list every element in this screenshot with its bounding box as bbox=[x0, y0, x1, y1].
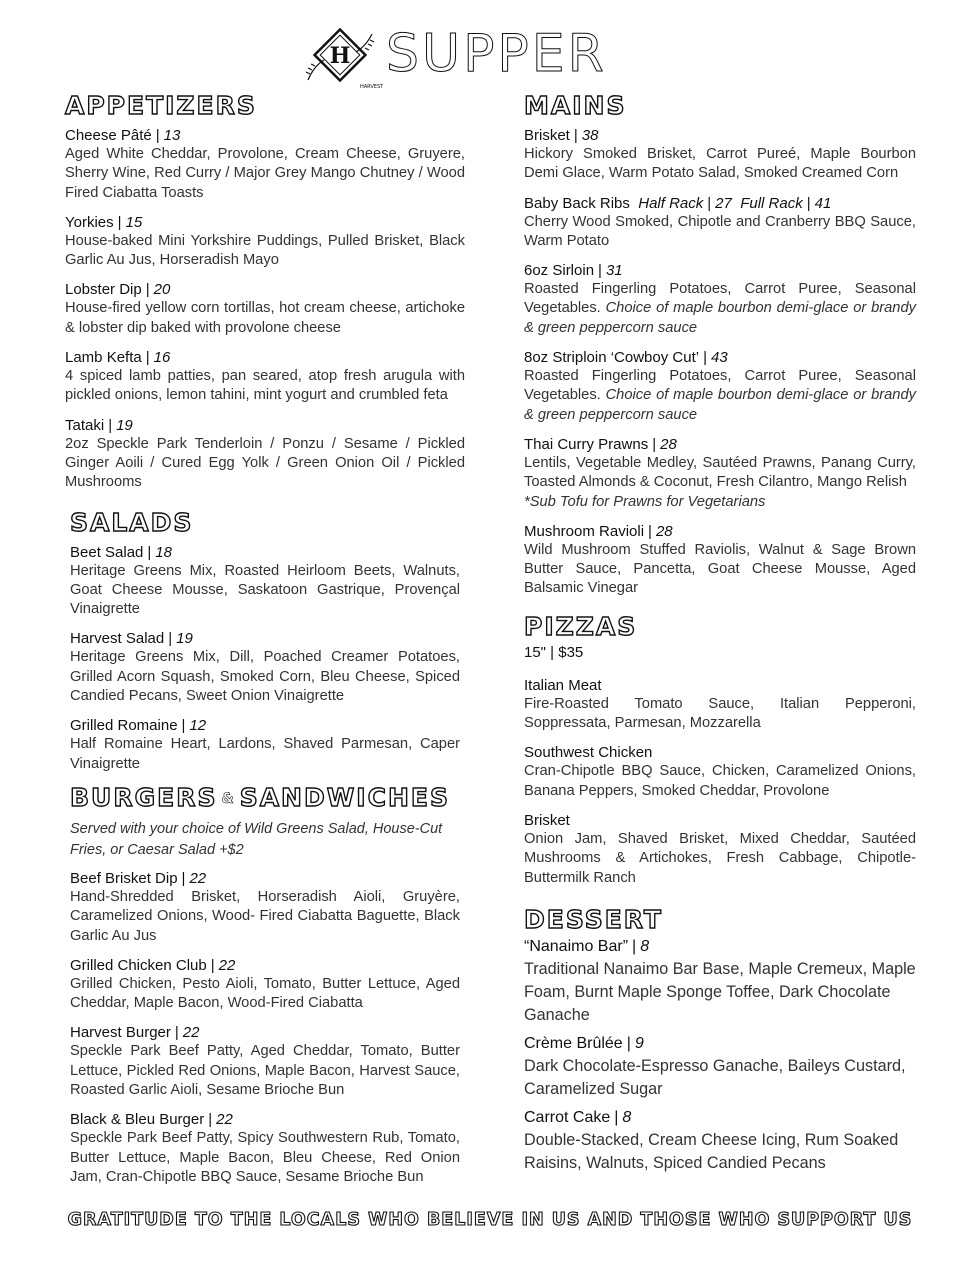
item-name: Lamb Kefta bbox=[65, 349, 142, 367]
item-desc: Hickory Smoked Brisket, Carrot Pureé, Maple Bourbon Demi Glace, Warm Potato Salad, Smoked Creamed Corn bbox=[524, 146, 916, 182]
item-name: “Nanaimo Bar” bbox=[524, 937, 629, 955]
item-desc-italic bbox=[524, 493, 916, 512]
item-desc: Speckle Park Beef Patty, Aged Cheddar, Tomato, Butter Lettuce, Pickled Red Onions, Maple Bacon, Harvest Sauce, Roasted Garlic Aioli, Sesame Brioche Bun bbox=[70, 1043, 460, 1099]
item-name: Crème Brûlée bbox=[524, 1034, 623, 1052]
item-desc: Wild Mushroom Stuffed Raviolis, Walnut & Sage Brown Butter Sauce, Pancetta, Goat Cheese Mousse, Aged Balsamic Vinegar bbox=[524, 541, 916, 597]
burgers-title bbox=[70, 784, 460, 813]
appetizers-title: APPETIZERS bbox=[65, 91, 257, 120]
item-name: Beet Salad bbox=[70, 543, 144, 561]
menu-item: Grilled Romaine | 12 Half Romaine Heart, Lardons, Shaved Parmesan, Caper Vinaigrette bbox=[70, 716, 460, 774]
item-desc: Traditional Nanaimo Bar Base, Maple Cremeux, Maple Foam, Burnt Maple Sponge Toffee, Dark Chocolate Ganache bbox=[524, 959, 916, 1024]
harvest-logo-icon bbox=[302, 26, 384, 96]
pizzas-section bbox=[524, 613, 916, 888]
footer-tagline: GRATITUDE TO THE LOCALS WHO BELIEVE IN US AND THOSE WHO SUPPORT US bbox=[67, 1210, 913, 1230]
item-desc: Cran-Chipotle BBQ Sauce, Chicken, Caramelized Onions, Banana Peppers, Smoked Cheddar, Provolone bbox=[524, 763, 916, 799]
pizzas-title: PIZZAS bbox=[524, 611, 638, 641]
menu-item: 6oz Sirloin | 31 Roasted Fingerling Potatoes, Carrot Puree, Seasonal Vegetables. Choice of maple bourbon demi-glace or brandy & green peppercorn sauce bbox=[524, 261, 916, 338]
item-name: Cheese Pâté bbox=[65, 127, 152, 144]
item-price: 38 bbox=[581, 127, 599, 144]
item-name: Black & Bleu Burger bbox=[70, 1111, 205, 1129]
mains-title: MAINS bbox=[524, 91, 627, 120]
menu-item: Lobster Dip | 20 House-fired yellow corn tortillas, hot cream cheese, artichoke & lobster dip baked with provolone cheese bbox=[65, 280, 465, 338]
left-column bbox=[65, 92, 465, 1197]
item-price: 8 bbox=[622, 1108, 632, 1126]
vegetarian-note: *Sub Tofu for Prawns for Vegetarians bbox=[524, 493, 766, 510]
item-price: 13 bbox=[163, 127, 181, 144]
half-rack-price: 27 bbox=[715, 194, 732, 212]
item-desc-text: Roasted Fingerling Potatoes, Carrot Puree, Seasonal Vegetables. bbox=[524, 368, 916, 404]
item-desc: Dark Chocolate-Espresso Ganache, Baileys Custard, Caramelized Sugar bbox=[524, 1056, 906, 1098]
item-name: 6oz Sirloin bbox=[524, 262, 595, 280]
menu-item bbox=[524, 743, 916, 801]
item-name: Southwest Chicken bbox=[524, 744, 653, 762]
menu-item: 8oz Striploin ‘Cowboy Cut’ | 43 Roasted Fingerling Potatoes, Carrot Puree, Seasonal Vegetables. Choice of maple bourbon demi-glace or brandy & green peppercorn sauce bbox=[524, 348, 916, 425]
pizza-size-price: 15" | $35 bbox=[524, 643, 584, 661]
item-desc: House-fired yellow corn tortillas, hot cream cheese, artichoke & lobster dip baked with provolone cheese bbox=[65, 300, 465, 336]
menu-item: Cheese Pâté | 13 Aged White Cheddar, Provolone, Cream Cheese, Gruyere, Sherry Wine, Red Curry / Major Grey Mango Chutney / Wood Fired Ciabatta Toasts bbox=[65, 126, 465, 203]
item-desc: 2oz Speckle Park Tenderloin / Ponzu / Sesame / Pickled Ginger Aoili / Cured Egg Yolk / Green Onion Oil / Pickled Mushrooms bbox=[65, 435, 465, 491]
menu-item bbox=[524, 676, 916, 734]
item-price: 16 bbox=[153, 349, 171, 367]
menu-item: Harvest Burger | 22 Speckle Park Beef Patty, Aged Cheddar, Tomato, Butter Lettuce, Pickled Red Onions, Maple Bacon, Harvest Sauce, Roasted Garlic Aioli, Sesame Brioche Bun bbox=[70, 1023, 460, 1100]
item-name: Mushroom Ravioli bbox=[524, 522, 645, 540]
item-desc: Lentils, Vegetable Medley, Sautéed Prawns, Panang Curry, Toasted Almonds & Coconut, Fresh Cilantro, Mango Relish bbox=[524, 454, 916, 491]
menu-item: Beef Brisket Dip | 22 Hand-Shredded Brisket, Horseradish Aioli, Gruyère, Caramelized Onions, Wood- Fired Ciabatta Baguette, Black Garlic Au Jus bbox=[70, 869, 460, 946]
page-title: SUPPER bbox=[386, 24, 607, 84]
item-desc: Hand-Shredded Brisket, Horseradish Aioli, Gruyère, Caramelized Onions, Wood- Fired Ciabatta Baguette, Black Garlic Au Jus bbox=[70, 888, 460, 944]
item-name: Beef Brisket Dip bbox=[70, 869, 178, 887]
item-price: 18 bbox=[155, 543, 172, 561]
item-price: 22 bbox=[216, 1111, 233, 1129]
full-rack-price: 41 bbox=[814, 194, 832, 212]
item-desc: 4 spiced lamb patties, pan seared, atop fresh arugula with pickled onions, lemon tahini, mint yogurt and crumbled feta bbox=[65, 368, 465, 404]
item-name: Grilled Chicken Club bbox=[70, 956, 207, 974]
item-desc bbox=[524, 367, 916, 425]
mains-section bbox=[524, 92, 916, 599]
menu-item: Brisket | 38 Hickory Smoked Brisket, Carrot Pureé, Maple Bourbon Demi Glace, Warm Potato Salad, Smoked Creamed Corn bbox=[524, 126, 916, 184]
item-price: 22 bbox=[182, 1024, 200, 1042]
item-desc bbox=[524, 280, 916, 338]
item-name: Thai Curry Prawns bbox=[524, 435, 649, 453]
item-price: 9 bbox=[634, 1034, 644, 1052]
item-name: Brisket bbox=[524, 127, 570, 144]
menu-item: Yorkies | 15 House-baked Mini Yorkshire Puddings, Pulled Brisket, Black Garlic Au Jus, Horseradish Mayo bbox=[65, 213, 465, 271]
item-price: 22 bbox=[189, 869, 207, 887]
item-price: 28 bbox=[660, 435, 677, 453]
item-name: Lobster Dip bbox=[65, 281, 142, 299]
burgers-title-a: BURGERS bbox=[70, 782, 218, 812]
item-desc: Heritage Greens Mix, Dill, Poached Creamer Potatoes, Grilled Acorn Squash, Smoked Corn, Bleu Cheese, Spiced Candied Pecans, Sweet Onion Vinaigrette bbox=[70, 649, 460, 705]
item-desc: Speckle Park Beef Patty, Spicy Southwestern Rub, Tomato, Butter Lettuce, Maple Bacon, Bleu Cheese, Red Onion Jam, Cran-Chipotle BBQ Sauce, Sesame Brioche Bun bbox=[70, 1130, 460, 1185]
salads-title: SALADS bbox=[70, 507, 194, 537]
burgers-title-amp: & bbox=[221, 790, 236, 807]
item-price: 20 bbox=[153, 281, 171, 299]
menu-item: Harvest Salad | 19 Heritage Greens Mix, Dill, Poached Creamer Potatoes, Grilled Acorn Squash, Smoked Corn, Bleu Cheese, Spiced Candied Pecans, Sweet Onion Vinaigrette bbox=[70, 629, 460, 706]
item-name: Harvest Burger bbox=[70, 1024, 171, 1042]
item-name: Harvest Salad bbox=[70, 630, 165, 648]
item-name: Brisket bbox=[524, 811, 570, 829]
item-desc: Heritage Greens Mix, Roasted Heirloom Beets, Walnuts, Goat Cheese Mousse, Saskatoon Gastrique, Provençal Vinaigrette bbox=[70, 562, 460, 618]
full-rack-label: Full Rack bbox=[740, 194, 803, 212]
item-desc: Half Romaine Heart, Lardons, Shaved Parmesan, Caper Vinaigrette bbox=[70, 736, 460, 772]
menu-item: “Nanaimo Bar” | 8 Traditional Nanaimo Bar Base, Maple Cremeux, Maple Foam, Burnt Maple Sponge Toffee, Dark Chocolate Ganache bbox=[524, 936, 916, 1027]
logo-text: HARVEST bbox=[360, 84, 384, 90]
menu-item: Carrot Cake | 8 Double-Stacked, Cream Cheese Icing, Rum Soaked Raisins, Walnuts, Spiced Candied Pecans bbox=[524, 1107, 916, 1175]
item-price: 28 bbox=[655, 522, 673, 540]
item-name: Carrot Cake bbox=[524, 1108, 611, 1126]
item-price: 15 bbox=[125, 213, 143, 231]
menu-header bbox=[0, 20, 980, 94]
item-desc: House-baked Mini Yorkshire Puddings, Pulled Brisket, Black Garlic Au Jus, Horseradish Mayo bbox=[65, 232, 465, 269]
item-name: Yorkies bbox=[65, 213, 114, 231]
burgers-title-b: SANDWICHES bbox=[239, 782, 450, 812]
menu-item: Beet Salad | 18 Heritage Greens Mix, Roasted Heirloom Beets, Walnuts, Goat Cheese Mousse, Saskatoon Gastrique, Provençal Vinaigrette bbox=[70, 543, 460, 620]
salads-section bbox=[65, 509, 460, 774]
item-price: 22 bbox=[218, 956, 236, 974]
dessert-section bbox=[524, 906, 916, 1175]
menu-item: Mushroom Ravioli | 28 Wild Mushroom Stuffed Raviolis, Walnut & Sage Brown Butter Sauce, Pancetta, Goat Cheese Mousse, Aged Balsamic Vinegar bbox=[524, 522, 916, 599]
item-price: 43 bbox=[710, 349, 728, 367]
item-name: 8oz Striploin ‘Cowboy Cut’ bbox=[524, 349, 700, 367]
item-desc: Aged White Cheddar, Provolone, Cream Cheese, Gruyere, Sherry Wine, Red Curry / Major Grey Mango Chutney / Wood Fired Ciabatta Toasts bbox=[65, 146, 465, 201]
item-name: Baby Back Ribs bbox=[524, 194, 630, 212]
menu-item: Crème Brûlée | 9 Dark Chocolate-Espresso Ganache, Baileys Custard, Caramelized Sugar bbox=[524, 1033, 916, 1101]
item-price: 19 bbox=[116, 416, 133, 434]
item-price: 19 bbox=[176, 630, 193, 648]
item-name: Italian Meat bbox=[524, 676, 602, 694]
menu-item: Baby Back Ribs Half Rack | 27 Full Rack | 41 Cherry Wood Smoked, Chipotle and Cranberry BBQ Sauce, Warm Potato bbox=[524, 194, 916, 252]
item-desc: Fire-Roasted Tomato Sauce, Italian Pepperoni, Soppressata, Parmesan, Mozzarella bbox=[524, 695, 916, 732]
menu-item bbox=[524, 811, 916, 888]
item-name: Tataki bbox=[65, 416, 105, 434]
item-desc-italic: Choice of maple bourbon demi-glace or brandy & green peppercorn sauce bbox=[524, 300, 916, 336]
menu-item: Tataki | 19 2oz Speckle Park Tenderloin / Ponzu / Sesame / Pickled Ginger Aoili / Cured Egg Yolk / Green Onion Oil / Pickled Mushrooms bbox=[65, 416, 465, 493]
item-name: Grilled Romaine bbox=[70, 717, 178, 735]
dessert-title: DESSERT bbox=[524, 904, 663, 934]
item-desc-text: Roasted Fingerling Potatoes, Carrot Puree, Seasonal Vegetables. bbox=[524, 281, 916, 317]
menu-item: Lamb Kefta | 16 4 spiced lamb patties, pan seared, atop fresh arugula with pickled onions, lemon tahini, mint yogurt and crumbled feta bbox=[65, 348, 465, 406]
item-desc: Grilled Chicken, Pesto Aioli, Tomato, Butter Lettuce, Aged Cheddar, Maple Bacon, Wood-Fired Ciabatta bbox=[70, 975, 460, 1012]
item-desc: Double-Stacked, Cream Cheese Icing, Rum Soaked Raisins, Walnuts, Spiced Candied Pecans bbox=[524, 1130, 899, 1172]
menu-item: Grilled Chicken Club | 22 Grilled Chicken, Pesto Aioli, Tomato, Butter Lettuce, Aged Cheddar, Maple Bacon, Wood-Fired Ciabatta bbox=[70, 956, 460, 1014]
item-desc-italic: Choice of maple bourbon demi-glace or brandy & green peppercorn sauce bbox=[524, 387, 916, 423]
logo-letter: H bbox=[329, 43, 351, 69]
item-price: 8 bbox=[640, 937, 650, 955]
burgers-note: Served with your choice of Wild Greens Salad, House-Cut Fries, or Caesar Salad +$2 bbox=[70, 820, 443, 858]
right-column bbox=[524, 92, 916, 1185]
item-desc: Cherry Wood Smoked, Chipotle and Cranberry BBQ Sauce, Warm Potato bbox=[524, 213, 916, 249]
item-desc: Onion Jam, Shaved Brisket, Mixed Cheddar, Sautéed Mushrooms & Artichokes, Fresh Cabbage, Chipotle-Buttermilk Ranch bbox=[524, 830, 916, 886]
burgers-section bbox=[65, 784, 460, 1187]
menu-item: Thai Curry Prawns | 28 Lentils, Vegetable Medley, Sautéed Prawns, Panang Curry, Toasted Almonds & Coconut, Fresh Cilantro, Mango Relish *Sub Tofu for Prawns for Vegetarians bbox=[524, 435, 916, 512]
half-rack-label: Half Rack bbox=[638, 194, 704, 212]
item-price: 12 bbox=[189, 717, 207, 735]
item-price: 31 bbox=[605, 262, 623, 280]
menu-item: Black & Bleu Burger | 22 Speckle Park Beef Patty, Spicy Southwestern Rub, Tomato, Butter Lettuce, Maple Bacon, Bleu Cheese, Red Onion Jam, Cran-Chipotle BBQ Sauce, Sesame Brioche Bun bbox=[70, 1110, 460, 1187]
appetizers-section bbox=[65, 92, 465, 493]
